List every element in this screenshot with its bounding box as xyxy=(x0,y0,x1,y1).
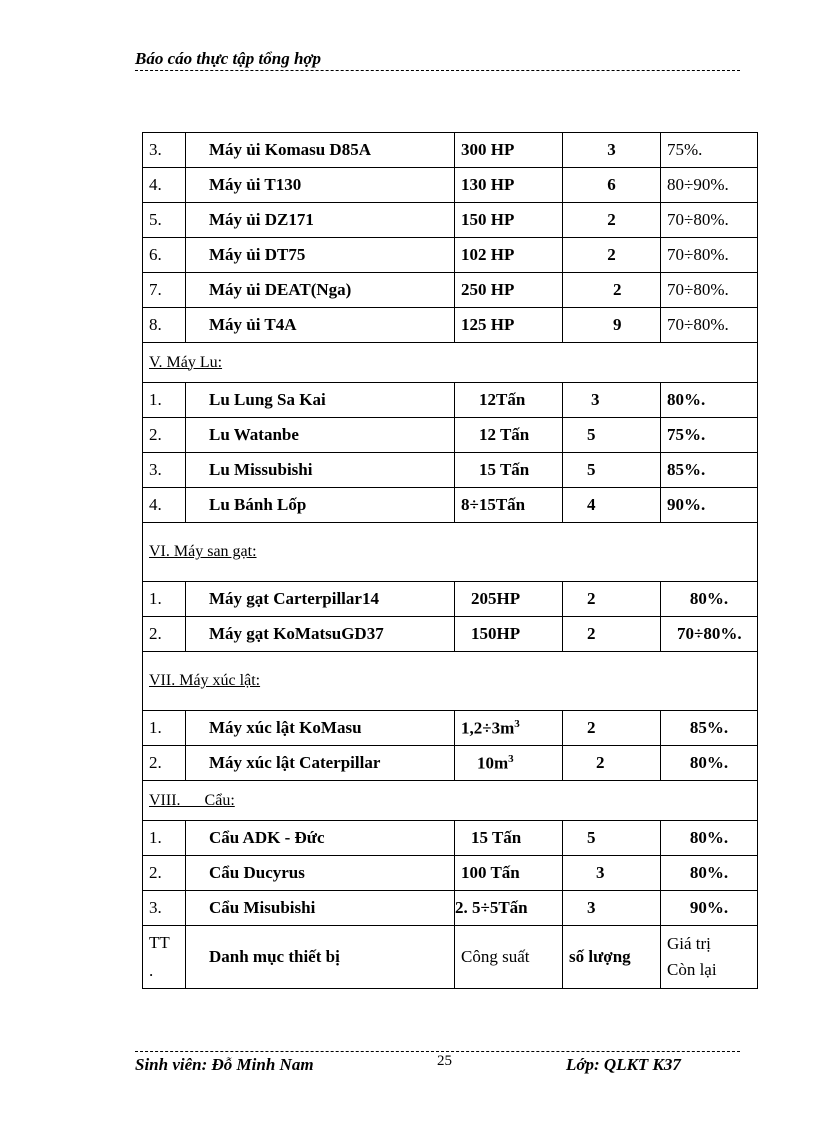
equipment-residual-value: 70÷80%. xyxy=(661,203,758,238)
header-tt-dot: . xyxy=(149,961,154,980)
row-index: 2. xyxy=(143,617,186,652)
table-row xyxy=(143,711,758,746)
equipment-name: Máy ủi T130 xyxy=(186,168,455,203)
equipment-name: Cẩu Ducyrus xyxy=(186,856,455,891)
row-index: 1. xyxy=(143,582,186,617)
section-title-vi: VI. Máy san gạt: xyxy=(149,543,257,560)
equipment-quantity: 5 xyxy=(563,453,661,488)
equipment-power xyxy=(455,711,563,746)
section-heading xyxy=(143,523,758,582)
row-index: 3. xyxy=(143,453,186,488)
equipment-quantity: 3 xyxy=(563,383,661,418)
row-index: 5. xyxy=(143,203,186,238)
row-index: 2. xyxy=(143,746,186,781)
equipment-residual-value: 70÷80%. xyxy=(661,273,758,308)
equipment-power: 12 Tấn xyxy=(455,418,563,453)
page-number: 25 xyxy=(437,1053,452,1069)
equipment-residual-value: 70÷80%. xyxy=(661,238,758,273)
power-exponent: 3 xyxy=(514,717,520,730)
footer-student: Sinh viên: Đỗ Minh Nam xyxy=(135,1055,314,1074)
equipment-residual-value: 70÷80%. xyxy=(661,617,758,652)
header-name: Danh mục thiết bị xyxy=(186,926,455,989)
row-index: 3. xyxy=(143,133,186,168)
table-header-row xyxy=(143,926,758,989)
equipment-power: 250 HP xyxy=(455,273,563,308)
equipment-quantity: 6 xyxy=(563,168,661,203)
equipment-quantity: 5 xyxy=(563,418,661,453)
power-value: 10m xyxy=(477,753,509,773)
equipment-power: 125 HP xyxy=(455,308,563,343)
row-index: 1. xyxy=(143,383,186,418)
equipment-residual-value: 90%. xyxy=(661,488,758,523)
equipment-name: Máy xúc lật Caterpillar xyxy=(186,746,455,781)
row-index: 1. xyxy=(143,711,186,746)
table-row xyxy=(143,617,758,652)
table-row xyxy=(143,273,758,308)
section-heading xyxy=(143,652,758,711)
section-row xyxy=(143,781,758,821)
row-index: 2. xyxy=(143,856,186,891)
table-row xyxy=(143,168,758,203)
equipment-table xyxy=(142,132,758,989)
equipment-residual-value: 85%. xyxy=(661,711,758,746)
row-index: 6. xyxy=(143,238,186,273)
row-index: 1. xyxy=(143,821,186,856)
equipment-name: Máy ủi Komasu D85A xyxy=(186,133,455,168)
row-index: 3. xyxy=(143,891,186,926)
header-power: Công suất xyxy=(455,926,563,989)
row-index: 4. xyxy=(143,488,186,523)
equipment-name: Máy gạt KoMatsuGD37 xyxy=(186,617,455,652)
equipment-power: 15 Tấn xyxy=(455,453,563,488)
table-row xyxy=(143,856,758,891)
equipment-power: 150 HP xyxy=(455,203,563,238)
header-residual-value xyxy=(661,926,758,989)
equipment-quantity: 2 xyxy=(563,273,661,308)
equipment-name: Cẩu ADK - Đức xyxy=(186,821,455,856)
equipment-quantity: 2 xyxy=(563,238,661,273)
row-index: 8. xyxy=(143,308,186,343)
equipment-name: Máy ủi T4A xyxy=(186,308,455,343)
table-row xyxy=(143,203,758,238)
section-title-viii: VIII. Cẩu: xyxy=(149,791,235,809)
equipment-quantity: 9 xyxy=(563,308,661,343)
section-row xyxy=(143,523,758,582)
row-index: 2. xyxy=(143,418,186,453)
table-row xyxy=(143,488,758,523)
header-tt-label: TT xyxy=(149,933,170,952)
equipment-name: Lu Missubishi xyxy=(186,453,455,488)
equipment-residual-value: 80%. xyxy=(661,821,758,856)
section-heading xyxy=(143,343,758,383)
equipment-power xyxy=(455,746,563,781)
equipment-power: 130 HP xyxy=(455,168,563,203)
header-value-line2: Còn lại xyxy=(667,960,717,979)
power-value: 1,2÷3m xyxy=(461,718,515,738)
equipment-name: Lu Watanbe xyxy=(186,418,455,453)
equipment-power: 300 HP xyxy=(455,133,563,168)
section-row xyxy=(143,343,758,383)
equipment-residual-value: 80%. xyxy=(661,383,758,418)
equipment-power: 100 Tấn xyxy=(455,856,563,891)
equipment-name: Máy ủi DZ171 xyxy=(186,203,455,238)
equipment-name: Máy xúc lật KoMasu xyxy=(186,711,455,746)
header-divider xyxy=(135,70,740,71)
row-index: 4. xyxy=(143,168,186,203)
header-value-line1: Giá trị xyxy=(667,934,711,953)
equipment-quantity: 3 xyxy=(563,856,661,891)
equipment-quantity: 2 xyxy=(563,582,661,617)
section-title-vii: VII. Máy xúc lật: xyxy=(149,672,261,689)
table-row xyxy=(143,133,758,168)
table-row xyxy=(143,891,758,926)
equipment-power: 102 HP xyxy=(455,238,563,273)
equipment-quantity: 3 xyxy=(563,891,661,926)
equipment-residual-value: 90%. xyxy=(661,891,758,926)
equipment-residual-value: 75%. xyxy=(661,418,758,453)
section-heading xyxy=(143,781,758,821)
equipment-name: Máy ủi DT75 xyxy=(186,238,455,273)
header-tt xyxy=(143,926,186,989)
equipment-name: Máy ủi DEAT(Nga) xyxy=(186,273,455,308)
footer-class: Lớp: QLKT K37 xyxy=(566,1055,681,1074)
equipment-residual-value: 80%. xyxy=(661,746,758,781)
equipment-residual-value: 80÷90%. xyxy=(661,168,758,203)
section-row xyxy=(143,652,758,711)
table-row xyxy=(143,453,758,488)
equipment-residual-value: 70÷80%. xyxy=(661,308,758,343)
row-index: 7. xyxy=(143,273,186,308)
equipment-quantity: 2 xyxy=(563,203,661,238)
equipment-power: 150HP xyxy=(455,617,563,652)
equipment-name: Lu Bánh Lốp xyxy=(186,488,455,523)
table-row xyxy=(143,383,758,418)
table-row xyxy=(143,308,758,343)
equipment-power: 12Tấn xyxy=(455,383,563,418)
table-row xyxy=(143,821,758,856)
equipment-residual-value: 85%. xyxy=(661,453,758,488)
equipment-quantity: 2 xyxy=(563,746,661,781)
table-row xyxy=(143,238,758,273)
table-row xyxy=(143,418,758,453)
power-exponent: 3 xyxy=(508,752,514,765)
equipment-quantity: 2 xyxy=(563,617,661,652)
equipment-quantity: 5 xyxy=(563,821,661,856)
equipment-quantity: 3 xyxy=(563,133,661,168)
equipment-name: Máy gạt Carterpillar14 xyxy=(186,582,455,617)
equipment-quantity: 4 xyxy=(563,488,661,523)
equipment-power: 15 Tấn xyxy=(455,821,563,856)
table-row xyxy=(143,582,758,617)
section-title-v: V. Máy Lu: xyxy=(149,353,223,371)
table-row xyxy=(143,746,758,781)
equipment-residual-value: 75%. xyxy=(661,133,758,168)
equipment-name: Cẩu Misubishi xyxy=(186,891,455,926)
equipment-power: 205HP xyxy=(455,582,563,617)
equipment-quantity: 2 xyxy=(563,711,661,746)
footer-divider xyxy=(135,1051,740,1052)
header-quantity: số lượng xyxy=(563,926,661,989)
equipment-power: 8÷15Tấn xyxy=(455,488,563,523)
equipment-name: Lu Lung Sa Kai xyxy=(186,383,455,418)
equipment-power: 2. 5÷5Tấn xyxy=(455,891,563,926)
equipment-residual-value: 80%. xyxy=(661,856,758,891)
document-header-title: Báo cáo thực tập tổng hợp xyxy=(135,49,322,68)
equipment-residual-value: 80%. xyxy=(661,582,758,617)
